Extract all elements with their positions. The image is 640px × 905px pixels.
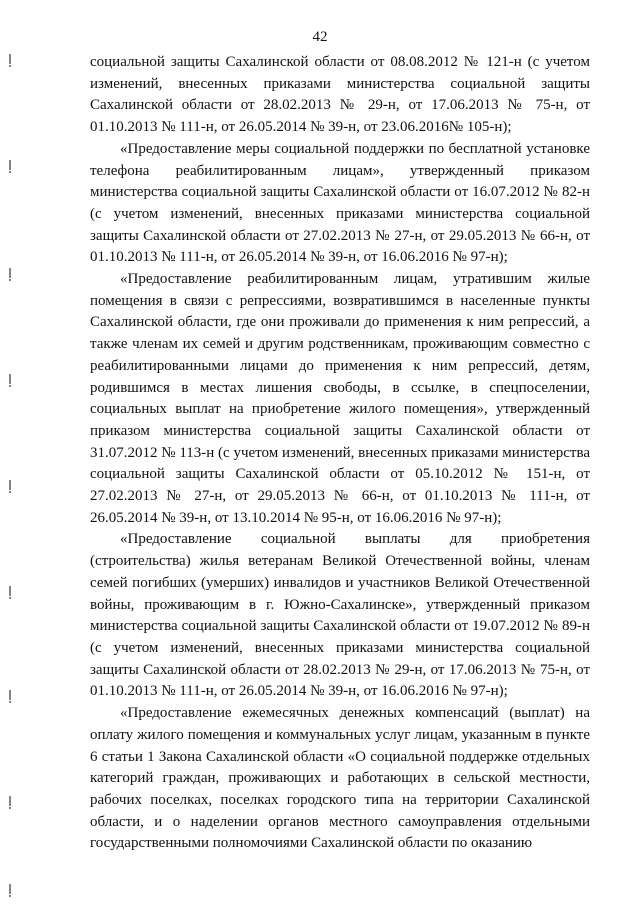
scan-margin-mark — [8, 268, 12, 282]
scan-margin-mark — [8, 480, 12, 494]
scan-margin-mark — [8, 586, 12, 600]
scan-margin-mark — [8, 796, 12, 810]
paragraph: «Предоставление меры социальной поддержки по бесплатной установке телефона реабилитированным лицам», утвержденный приказом министерства социальной защиты Сахалинской области от 16.07.2012 № 82-н (с учетом изменений, внесенных приказами министерства социальной защиты Сахалинской области от 27.02.2013 № 27-н, от 29.05.2013 № 66-н, от 01.10.2013 № 111-н, от 26.05.2014 № 39-н, от 16.06.2016 № 97-н); — [90, 140, 590, 266]
paragraph: «Предоставление ежемесячных денежных компенсаций (выплат) на оплату жилого помещения и коммунальных услуг лицам, указанным в пункте 6 статьи 1 Закона Сахалинской области «О социальной поддержке отдельных категорий граждан, проживающих и работающих в сельской местности, рабочих поселках, поселках городского типа на территории Сахалинской области, и о наделении органов местного самоуправления отдельными государственными полномочиями Сахалинской области по оказанию — [90, 705, 590, 852]
paragraph: «Предоставление реабилитированным лицам, утратившим жилые помещения в связи с репрессиями, возвратившимся в населенные пункты Сахалинской области, где они проживали до применения к ним репрессий, а также членам их семей и другим родственникам, проживающим совместно с реабилитированными лицами до применения к ним репрессий, детям, родившимся в местах лишения свободы, в ссылке, в спецпоселении, социальных выплат на приобретение жилого помещения», утвержденный приказом министерства социальной защиты Сахалинской области от 31.07.2012 № 113-н (с учетом изменений, внесенных приказами министерства социальной защиты Сахалинской области от 05.10.2012 № 151-н, от 27.02.2013 № 27-н, от 29.05.2013 № 66-н, от 01.10.2013 № 111-н, от 26.05.2014 № 39-н, от 13.10.2014 № 95-н, от 16.06.2016 № 97-н); — [90, 271, 590, 526]
scan-margin-mark — [8, 160, 12, 174]
scan-margin-mark — [8, 884, 12, 898]
document-body — [90, 52, 590, 855]
scan-margin-mark — [8, 374, 12, 388]
page-number: 42 — [312, 29, 328, 45]
paragraph: «Предоставление социальной выплаты для приобретения (строительства) жилья ветеранам Великой Отечественной войны, членам семей погибших (умерших) инвалидов и участников Великой Отечественной войны, проживающим в г. Южно-Сахалинске», утвержденный приказом министерства социальной защиты Сахалинской области от 19.07.2012 № 89-н (с учетом изменений, внесенных приказами министерства социальной защиты Сахалинской области от 28.02.2013 № 29-н, от 17.06.2013 № 75-н, от 01.10.2013 № 111-н, от 26.05.2014 № 39-н, от 16.06.2016 № 97-н); — [90, 531, 590, 700]
paragraph: социальной защиты Сахалинской области от 08.08.2012 № 121-н (с учетом изменений, внесенных приказами министерства социальной защиты Сахалинской области от 28.02.2013 № 29-н, от 17.06.2013 № 75-н, от 01.10.2013 № 111-н, от 26.05.2014 № 39-н, от 23.06.2016№ 105-н); — [90, 54, 590, 136]
scan-margin-mark — [8, 690, 12, 704]
scan-margin-mark — [8, 54, 12, 68]
